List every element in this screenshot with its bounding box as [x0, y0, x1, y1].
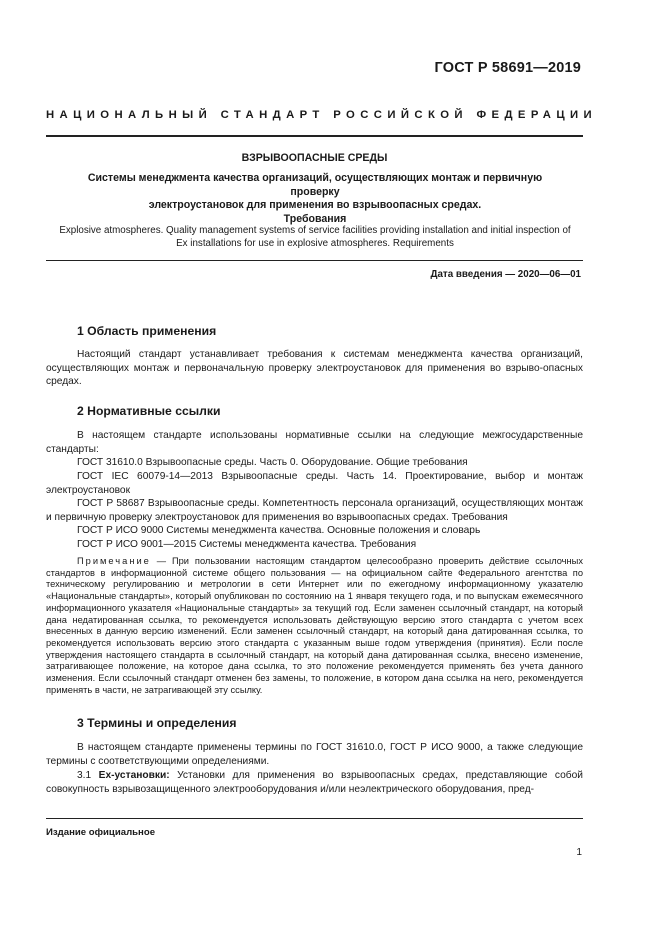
title-rule	[46, 260, 583, 261]
section-3-intro	[46, 741, 583, 768]
section-3-heading: 3 Термины и определения	[77, 716, 237, 730]
official-edition-label: Издание официальное	[46, 827, 156, 838]
gost-number: ГОСТ Р 58691—2019	[434, 60, 581, 76]
section-2-heading: 2 Нормативные ссылки	[77, 404, 221, 418]
section-2-intro	[46, 429, 583, 456]
reference-1	[46, 456, 583, 470]
term-number: 3.1	[77, 770, 92, 781]
term-definition: Установки для применения во взрывоопасных средах, представляющие собой совокупность взрывозащищенного электрооборудования и/или неэлектрического оборудования, пред-	[46, 770, 583, 795]
reference-1-content: ГОСТ 31610.0 Взрывоопасные среды. Часть 0. Оборудование. Общие требования	[77, 457, 468, 468]
english-title	[58, 225, 572, 250]
subtitle-line-1: Системы менеджмента качества организаций, осуществляющих монтаж и первичную проверку	[87, 172, 543, 198]
note-block	[46, 556, 583, 696]
top-rule	[46, 135, 583, 137]
note-label: Примечание	[77, 556, 151, 566]
term-3-1	[46, 769, 583, 796]
reference-2	[46, 470, 583, 497]
document-main-title: ВЗРЫВООПАСНЫЕ СРЕДЫ	[241, 152, 388, 164]
english-title-line-1: Explosive atmospheres. Quality management systems of service facilities providing installation and initial inspection of	[59, 225, 571, 236]
reference-2-content: ГОСТ IEC 60079-14—2013 Взрывоопасные среды. Часть 14. Проектирование, выбор и монтаж электроустановок	[46, 471, 583, 496]
page-number: 1	[576, 847, 582, 858]
reference-5	[46, 538, 583, 552]
reference-3	[46, 497, 583, 524]
section-2-intro-content: В настоящем стандарте использованы нормативные ссылки на следующие межгосударственные стандарты:	[46, 430, 583, 455]
english-title-line-2: Ex installations for use in explosive atmospheres. Requirements	[176, 237, 454, 249]
section-3-intro-content: В настоящем стандарте применены термины по ГОСТ 31610.0, ГОСТ Р ИСО 9000, а также следующие термины с соответствующими определениями.	[46, 742, 583, 767]
subtitle-line-3: Требования	[283, 212, 347, 225]
reference-3-content: ГОСТ Р 58687 Взрывоопасные среды. Компетентность персонала организаций, осуществляющих монтаж и первичную проверку электроустановок для применения во взрывоопасных средах. Требования	[46, 498, 583, 523]
reference-4	[46, 524, 583, 538]
reference-5-content: ГОСТ Р ИСО 9001—2015 Системы менеджмента качества. Требования	[77, 539, 417, 550]
document-subtitle	[80, 172, 550, 226]
section-1-heading: 1 Область применения	[77, 324, 217, 338]
introduction-date: Дата введения — 2020—06—01	[430, 269, 581, 280]
footer-rule	[46, 818, 583, 819]
reference-4-content: ГОСТ Р ИСО 9000 Системы менеджмента качества. Основные положения и словарь	[77, 525, 481, 536]
subtitle-line-2: электроустановок для применения во взрывоопасных средах.	[148, 199, 482, 211]
national-standard-title: НАЦИОНАЛЬНЫЙ СТАНДАРТ РОССИЙСКОЙ ФЕДЕРАЦИИ	[46, 109, 598, 121]
term-name: Ex-установки:	[98, 770, 170, 781]
section-1-text	[46, 348, 583, 389]
section-1-text-content: Настоящий стандарт устанавливает требования к системам менеджмента качества организаций, осуществляющих монтаж и первоначальную проверку электроустановок для применения во взрыво-опасных средах.	[46, 349, 583, 388]
note-text: — При пользовании настоящим стандартом целесообразно проверить действие ссылочных стандартов в информационной системе общего пользования — на официальном сайте Федерального агентства по техническому регулированию и метрологии в сети Интернет или по ежегодному информационному указателю «Национальные стандарты», который опубликован по состоянию на 1 января текущего года, и по выпускам ежемесячного информационного указателя «Национальные стандарты» за текущий год. Если заменен ссылочный стандарт, на который дана недатированная ссылка, то рекомендуется использовать действующую версию этого стандарта с учетом всех внесенных в данную версию изменений. Если заменен ссылочный стандарт, на который дана датированная ссылка, то рекомендуется использовать версию этого стандарта с указанным выше годом утверждения (принятия). Если после утверждения настоящего стандарта в ссылочный стандарт, на который дана датированная ссылка, внесено изменение, затрагивающее положение, на которое дана ссылка, то это положение рекомендуется применять без учета данного изменения. Если ссылочный стандарт отменен без замены, то положение, в котором дана ссылка на него, рекомендуется применять в части, не затрагивающей эту ссылку.	[46, 556, 583, 695]
